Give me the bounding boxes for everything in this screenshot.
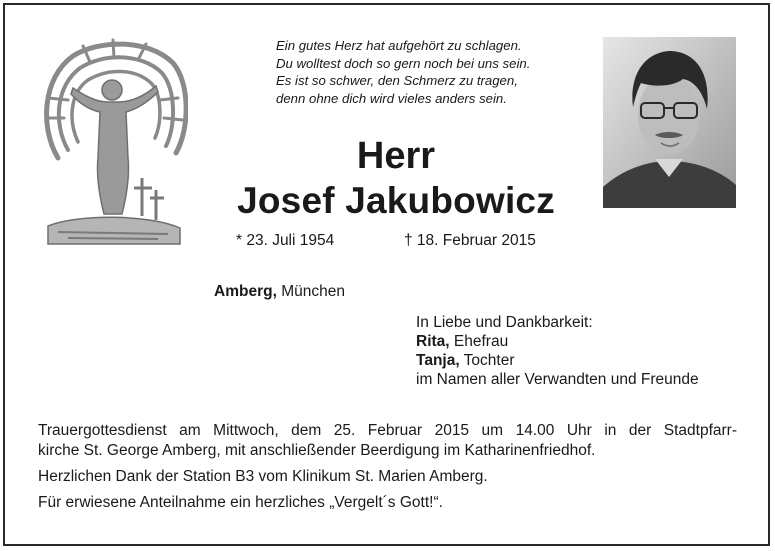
gratitude-text: Für erwiesene Anteilnahme ein herzliches „Vergelt´s Gott!“. xyxy=(38,494,443,511)
mourners-intro: In Liebe und Dankbarkeit: xyxy=(416,314,593,331)
poem xyxy=(276,37,596,107)
service-info xyxy=(38,421,737,461)
poem-line: Es ist so schwer, den Schmerz zu tragen, xyxy=(276,73,518,88)
places xyxy=(214,283,345,301)
birth-date: * 23. Juli 1954 xyxy=(236,232,335,249)
poem-line: Du wolltest doch so gern noch bei uns sein. xyxy=(276,55,531,71)
place-primary: Amberg, xyxy=(214,283,277,300)
mourner-relation: Tochter xyxy=(463,352,515,369)
deceased-name: Josef Jakubowicz xyxy=(237,180,555,221)
portrait-photo xyxy=(603,37,736,208)
mourner-name: Rita, xyxy=(416,333,450,350)
service-line: kirche St. George Amberg, mit anschließender Beerdigung im Katharinenfriedhof. xyxy=(38,442,596,459)
mourner-relation: Ehefrau xyxy=(453,333,509,350)
mourner xyxy=(416,332,699,351)
risen-christ-emblem-icon xyxy=(38,38,188,246)
mourners xyxy=(416,313,699,389)
mourner xyxy=(416,351,699,370)
service-line: Trauergottesdienst am Mittwoch, dem 25. Februar 2015 um 14.00 Uhr in der Stadtpfarr- xyxy=(38,422,737,439)
death-date: † 18. Februar 2015 xyxy=(404,232,536,249)
thanks-text: Herzlichen Dank der Station B3 vom Klinikum St. Marien Amberg. xyxy=(38,468,488,485)
poem-line: denn ohne dich wird vieles anders sein. xyxy=(276,90,507,106)
place-secondary: München xyxy=(281,283,345,300)
mourner-name: Tanja, xyxy=(416,352,460,369)
mourners-closing: im Namen aller Verwandten und Freunde xyxy=(416,371,699,388)
portrait-icon xyxy=(603,37,736,208)
salutation: Herr xyxy=(356,135,436,177)
poem-line: Ein gutes Herz hat aufgehört zu schlagen. xyxy=(276,38,522,53)
